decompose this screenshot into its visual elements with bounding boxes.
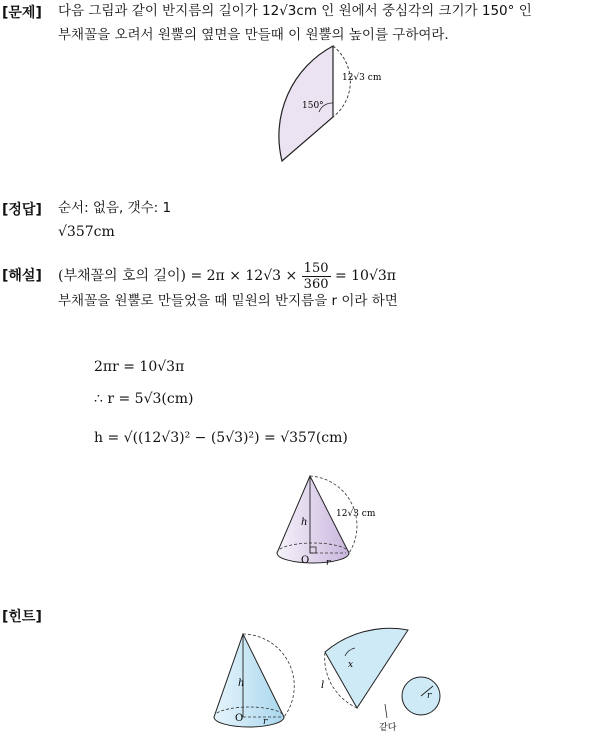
fraction bbox=[302, 261, 331, 292]
hint-cone-r-label: r bbox=[263, 717, 268, 727]
equation-2: ∴ r = 5√3(cm) bbox=[94, 391, 194, 407]
answer-meta: 순서: 없음, 갯수: 1 bbox=[58, 200, 172, 216]
cone-r-label: r bbox=[326, 558, 331, 568]
equation-3: h = √((12√3)² − (5√3)²) = √357(cm) bbox=[94, 430, 348, 446]
hint-label: [힌트] bbox=[2, 609, 42, 625]
equation-1: 2πr = 10√3π bbox=[94, 359, 185, 375]
hint-cone-o-label: O bbox=[235, 713, 244, 724]
sector-figure bbox=[262, 44, 392, 164]
solution-line-1 bbox=[58, 258, 396, 294]
sector-radius-label: 12√3 cm bbox=[342, 73, 382, 83]
sector-angle-label: 150° bbox=[302, 101, 324, 111]
hint-circle-r-label: r bbox=[427, 691, 432, 701]
hint-cone-h-label: h bbox=[238, 678, 245, 689]
problem-label: [문제] bbox=[2, 5, 42, 21]
solution-label: [해설] bbox=[2, 268, 42, 284]
problem-line-2: 부채꼴을 오려서 원뿔의 옆면을 만들때 이 원뿔의 높이를 구하여라. bbox=[58, 27, 449, 43]
solution-line-2: 부채꼴을 원뿔로 만들었을 때 밑원의 반지름을 r 이라 하면 bbox=[58, 293, 398, 309]
equal-label: 같다 bbox=[379, 723, 397, 732]
hint-figure bbox=[205, 626, 455, 732]
solution-line-1-prefix: (부채꼴의 호의 길이) = 2π × 12√3 × bbox=[58, 268, 302, 284]
cone-figure bbox=[270, 474, 390, 574]
answer-value: √357cm bbox=[58, 224, 115, 240]
fraction-numerator: 150 bbox=[303, 260, 329, 276]
cone-slant-label: 12√3 cm bbox=[336, 509, 376, 519]
hint-sector-x-label: x bbox=[348, 660, 354, 670]
cone-o-label: O bbox=[301, 555, 310, 566]
answer-label: [정답] bbox=[2, 202, 42, 218]
hint-sector-l-label: l bbox=[321, 680, 325, 691]
cone-h-label: h bbox=[301, 517, 308, 528]
fraction-denominator: 360 bbox=[303, 276, 329, 292]
solution-line-1-suffix: = 10√3π bbox=[334, 268, 396, 284]
problem-line-1: 다음 그림과 같이 반지름의 길이가 12√3cm 인 원에서 중심각의 크기가 150° 인 bbox=[58, 3, 532, 19]
